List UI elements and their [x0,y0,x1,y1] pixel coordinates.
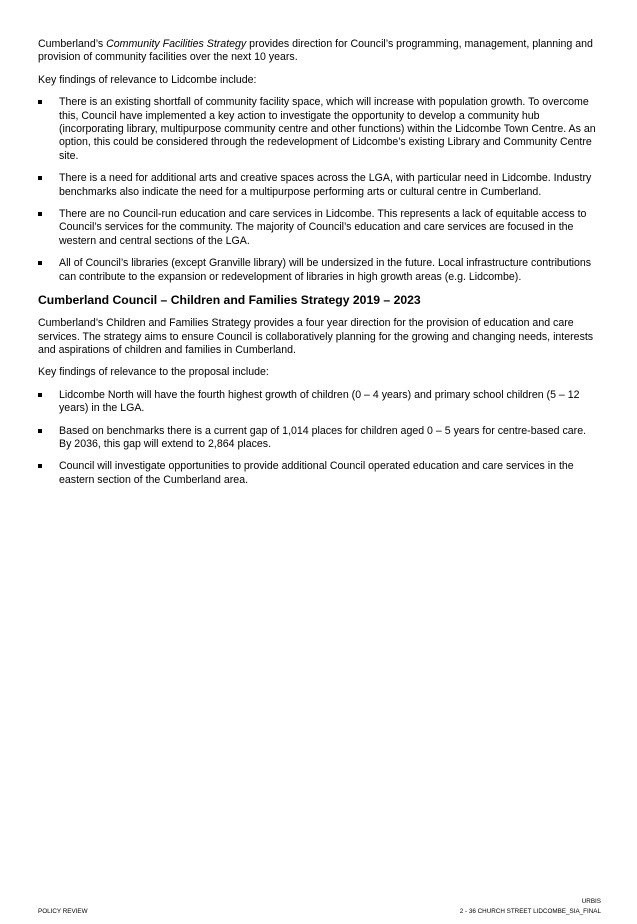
section-heading: Cumberland Council – Children and Families Strategy 2019 – 2023 [38,293,421,308]
list-item-text: Lidcombe North will have the fourth highest growth of children (0 – 4 years) and primary school children (5 – 12 years) in the LGA. [59,388,580,415]
footer-section-label: POLICY REVIEW [38,908,88,915]
footer-company [38,898,601,906]
list-item [38,425,601,452]
footer-document-reference: 2 - 36 CHURCH STREET LIDCOMBE_SIA_FINAL [459,908,601,915]
list-item-text: Based on benchmarks there is a current gap of 1,014 places for children aged 0 – 5 years for centre-based care. By 2036, this gap will extend to 2,864 places. [59,424,587,450]
bullet-icon [38,176,42,180]
list-item [38,460,601,487]
list-item-text: There is a need for additional arts and creative spaces across the LGA, with particular need in Lidcombe. Industry benchmarks also indicate the need for a multipurpose performing arts or cultural centre in Cumberland. [59,172,592,198]
list-item [38,172,601,199]
list-item [38,96,601,163]
bullet-icon [38,393,42,397]
list-item-text: There is an existing shortfall of community facility space, which will increase with population growth. To overcome this, Council have implemented a key action to investigate the opportunity to develop a community hub (incorporating library, multipurpose community centre and other functions) within the Lidcombe Town Centre. As an option, this could be considered through the redevelopment of Lidcombe’s existing Library and Community Centre site. [59,96,596,162]
intro-suffix: provides direction for Council’s programming, management, planning and provision of community facilities over the next 10 years. [38,38,593,64]
bullet-icon [38,464,42,468]
intro-paragraph [38,38,601,65]
list-item [38,257,601,284]
list-item [38,208,601,248]
bullet-icon [38,212,42,216]
list-item-text: All of Council’s libraries (except Granville library) will be undersized in the future. Local infrastructure contributions can contribute to the expansion or redevelopment of libraries in high growth areas (e.g. Lidcombe). [59,257,592,283]
findings-lead-proposal: Key findings of relevance to the proposal include: [38,366,269,379]
footer-company-name: URBIS [581,898,601,905]
findings-lead-lidcombe: Key findings of relevance to Lidcombe include: [38,73,257,86]
findings-list-proposal [38,389,601,487]
list-item-text: There are no Council-run education and care services in Lidcombe. This represents a lack of equitable access to Council’s services for the community. The majority of Council’s education and care services are focused in the western and central sections of the LGA. [59,208,587,247]
bullet-icon [38,261,42,265]
intro-strategy-title: Community Facilities Strategy [106,38,247,50]
footer [38,908,601,916]
intro-prefix: Cumberland’s [38,38,107,50]
document-page [38,38,601,496]
list-item-text: Council will investigate opportunities to provide additional Council operated education and care services in the eastern section of the Cumberland area. [59,460,574,486]
bullet-icon [38,429,42,433]
findings-list-lidcombe [38,96,601,284]
list-item [38,389,601,416]
bullet-icon [38,100,42,104]
section-paragraph: Cumberland’s Children and Families Strategy provides a four year direction for the provision of education and care services. The strategy aims to ensure Council is collaboratively planning for the growing and changing needs, interests and aspirations of children and families in Cumberland. [38,317,594,356]
